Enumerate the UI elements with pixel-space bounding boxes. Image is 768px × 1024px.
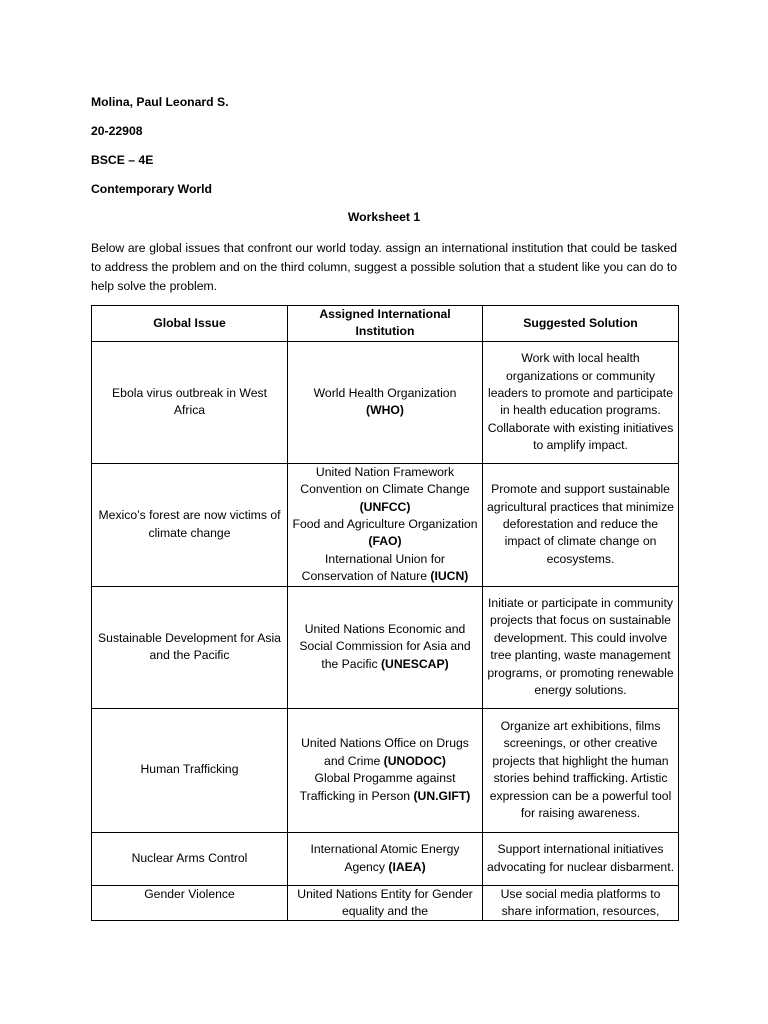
institution-name: United Nation Framework Convention on Climate Change	[300, 464, 470, 497]
subject-name: Contemporary World	[91, 182, 212, 196]
institution-cell	[288, 341, 483, 463]
institution-name: International Union for Conservation of Nature	[301, 551, 445, 584]
institution-name: Global Progamme against Trafficking in Person	[299, 771, 456, 803]
institution-name: Food and Agriculture Organization	[292, 517, 478, 532]
header-institution: Assigned International Institution	[288, 306, 483, 342]
issue-cell: Gender Violence	[92, 885, 288, 921]
institution-cell	[288, 885, 483, 921]
institution-line	[292, 886, 478, 921]
institution-name: United Nations Office on Drugs and Crime	[301, 736, 469, 768]
institution-line	[292, 516, 478, 551]
header-solution: Suggested Solution	[483, 306, 679, 342]
institution-line	[292, 735, 478, 770]
table-row	[92, 341, 679, 463]
solution-cell: Organize art exhibitions, films screenings, or other creative projects that highlight the human stories behind trafficking. Artistic expression can be a powerful tool for raising awareness.	[483, 708, 679, 832]
institution-cell	[288, 586, 483, 708]
table-row	[92, 586, 679, 708]
course-section: BSCE – 4E	[91, 153, 154, 167]
institution-line	[292, 402, 478, 419]
solution-cell: Use social media platforms to share information, resources,	[483, 885, 679, 921]
institution-name: World Health Organization	[313, 385, 457, 400]
institution-name: United Nations Economic and Social Commission for Asia and the Pacific	[299, 622, 471, 671]
institution-line	[292, 770, 478, 805]
institution-acronym: (UNESCAP)	[380, 656, 449, 671]
institution-acronym: (WHO)	[366, 403, 404, 418]
intro-paragraph: Below are global issues that confront our world today. assign an international institution that could be tasked to address the problem and on the third column, suggest a possible solution that a student like you can do to help solve the problem.	[91, 241, 677, 293]
institution-cell	[288, 463, 483, 586]
table-header-row	[92, 306, 679, 342]
institution-name: International Atomic Energy Agency	[310, 842, 460, 874]
student-id: 20-22908	[91, 124, 143, 138]
institution-acronym: (UNODOC)	[383, 753, 446, 768]
issue-cell: Nuclear Arms Control	[92, 832, 288, 885]
solution-cell: Work with local health organizations or community leaders to promote and participate in health education programs. Collaborate with existing initiatives to amplify impact.	[483, 341, 679, 463]
worksheet-title: Worksheet 1	[347, 210, 421, 224]
institution-acronym: (IAEA)	[388, 859, 426, 874]
issue-cell: Sustainable Development for Asia and the Pacific	[92, 586, 288, 708]
institution-line	[292, 841, 478, 876]
issue-cell: Ebola virus outbreak in West Africa	[92, 341, 288, 463]
institution-acronym: (FAO)	[368, 534, 402, 549]
institution-cell	[288, 832, 483, 885]
institution-acronym: (UNFCC)	[359, 499, 411, 514]
institution-cell	[288, 708, 483, 832]
table-row	[92, 708, 679, 832]
header-global-issue: Global Issue	[92, 306, 288, 342]
institution-acronym: (UN.GIFT)	[413, 788, 471, 803]
institution-line	[292, 621, 478, 673]
issue-cell: Mexico’s forest are now victims of climate change	[92, 463, 288, 586]
table-row	[92, 885, 679, 921]
issues-table	[91, 305, 679, 921]
table-row	[92, 832, 679, 885]
table-row	[92, 463, 679, 586]
solution-cell: Support international initiatives advocating for nuclear disbarment.	[483, 832, 679, 885]
institution-acronym: (IUCN)	[430, 569, 469, 584]
issue-cell: Human Trafficking	[92, 708, 288, 832]
student-name: Molina, Paul Leonard S.	[91, 95, 229, 109]
institution-line	[292, 464, 478, 499]
solution-cell: Promote and support sustainable agricultural practices that minimize deforestation and reduce the impact of climate change on ecosystems.	[483, 463, 679, 586]
institution-line	[292, 551, 478, 586]
institution-line	[292, 385, 478, 402]
institution-name: United Nations Entity for Gender equality and the	[297, 886, 473, 919]
solution-cell: Initiate or participate in community projects that focus on sustainable development. This could involve tree planting, waste management programs, or promoting renewable energy solutions.	[483, 586, 679, 708]
institution-line	[292, 499, 478, 516]
